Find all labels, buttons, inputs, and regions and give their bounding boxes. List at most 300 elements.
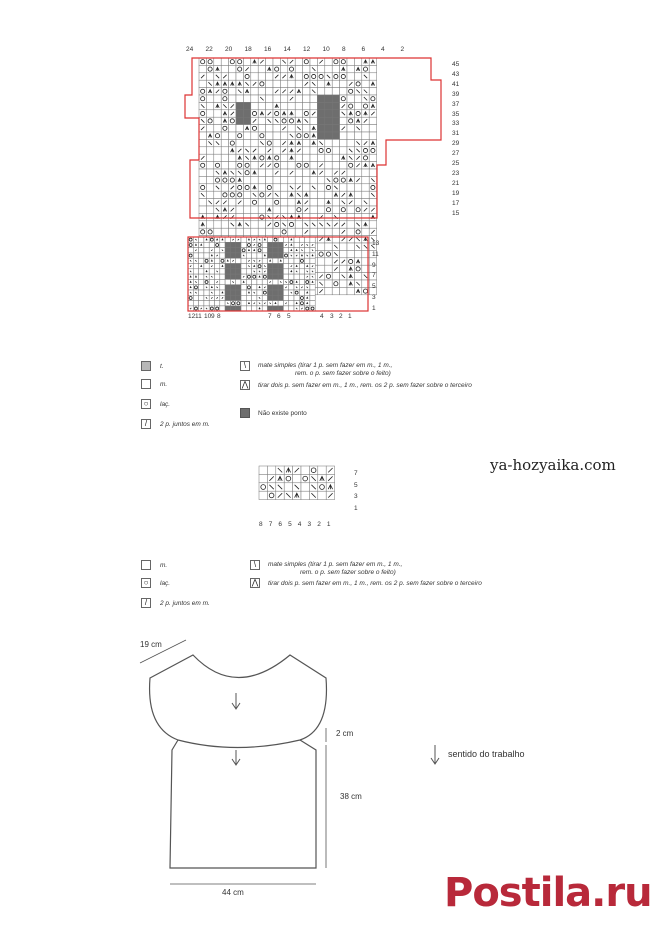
chart-cell xyxy=(347,206,354,213)
chart-cell xyxy=(310,295,315,300)
axis-label: 5 xyxy=(287,313,291,320)
chart-cell xyxy=(199,290,204,295)
axis-label: 39 xyxy=(452,90,460,98)
chart-cell xyxy=(206,191,213,198)
chart-cell xyxy=(273,279,278,284)
ssk-icon: \ xyxy=(240,361,250,371)
chart-cell xyxy=(317,184,324,191)
chart-cell xyxy=(362,80,369,87)
chart-cell xyxy=(225,295,230,300)
chart-cell xyxy=(251,206,258,213)
chart-cell xyxy=(241,242,246,247)
chart-cell xyxy=(303,147,310,154)
chart-cell xyxy=(236,264,241,269)
chart-cell xyxy=(241,301,246,306)
chart-cell xyxy=(221,95,228,102)
chart-cell xyxy=(241,264,246,269)
chart-cell xyxy=(236,191,243,198)
chart-cell xyxy=(243,191,250,198)
double-decrease-mark xyxy=(275,303,276,304)
chart-cell xyxy=(299,279,304,284)
chart-cell xyxy=(325,162,332,169)
chart-cell xyxy=(288,125,295,132)
chart-cell xyxy=(347,221,354,228)
double-decrease-mark xyxy=(296,266,297,267)
chart-cell xyxy=(252,253,257,258)
chart-cell xyxy=(303,132,310,139)
chart-cell xyxy=(369,65,376,72)
chart-cell xyxy=(273,274,278,279)
chart-cell xyxy=(273,290,278,295)
chart-cell xyxy=(209,279,214,284)
chart-cell xyxy=(317,206,324,213)
chart-cell xyxy=(214,110,221,117)
chart-cell xyxy=(310,206,317,213)
chart-cell xyxy=(236,258,241,263)
double-decrease-mark xyxy=(211,255,212,256)
chart-cell xyxy=(305,258,310,263)
chart-cell xyxy=(252,279,257,284)
chart-cell xyxy=(188,301,193,306)
chart-cell xyxy=(243,102,250,109)
chart-cell xyxy=(294,237,299,242)
chart-cell xyxy=(206,154,213,161)
chart-cell xyxy=(243,176,250,183)
axis-label: 27 xyxy=(452,150,460,158)
chart-cell xyxy=(251,132,258,139)
chart-cell xyxy=(204,264,209,269)
axis-label: 18 xyxy=(244,46,252,53)
chart-cell xyxy=(243,206,250,213)
chart-cell xyxy=(214,117,221,124)
legend-label: t. xyxy=(160,363,164,370)
chart-cell xyxy=(340,73,347,80)
axis-label: 35 xyxy=(452,110,460,118)
chart-cell xyxy=(251,213,258,220)
chart-cell xyxy=(206,125,213,132)
chart-cell xyxy=(278,274,283,279)
chart-cell xyxy=(303,88,310,95)
chart-cell xyxy=(295,221,302,228)
chart-cell xyxy=(278,269,283,274)
double-decrease-mark xyxy=(211,260,212,261)
chart-cell xyxy=(288,199,295,206)
double-decrease-mark xyxy=(291,271,292,272)
chart-cell xyxy=(325,265,332,272)
chart-cell xyxy=(199,110,206,117)
chart-cell xyxy=(310,147,317,154)
axis-label: 3 xyxy=(354,493,358,500)
chart-cell xyxy=(332,176,339,183)
chart-cell xyxy=(214,95,221,102)
chart-cell xyxy=(362,176,369,183)
chart-cell xyxy=(354,273,361,280)
chart-cell xyxy=(229,162,236,169)
double-decrease-mark xyxy=(248,292,249,293)
double-decrease-mark xyxy=(243,281,244,282)
chart-cell xyxy=(251,228,258,235)
chart-cell xyxy=(317,80,324,87)
chart-cell xyxy=(199,248,204,253)
chart-cell xyxy=(280,228,287,235)
chart-cell xyxy=(236,228,243,235)
chart-cell xyxy=(229,228,236,235)
chart-cell xyxy=(362,184,369,191)
chart-cell xyxy=(289,295,294,300)
double-decrease-mark xyxy=(296,250,297,251)
chart-cell xyxy=(295,228,302,235)
chart-cell xyxy=(301,483,309,491)
chart-cell xyxy=(267,466,275,474)
chart-cell xyxy=(251,88,258,95)
chart-cell xyxy=(241,290,246,295)
chart-cell xyxy=(199,206,206,213)
chart-cell xyxy=(258,199,265,206)
chart-cell xyxy=(258,221,265,228)
chart-cell xyxy=(332,73,339,80)
chart-cell xyxy=(317,250,324,257)
legend-label: tirar dois p. sem fazer em m., 1 m., rem. os 2 p. sem fazer sobre o terceiro xyxy=(268,580,482,587)
chart-cell xyxy=(280,154,287,161)
chart-cell xyxy=(199,199,206,206)
chart-cell xyxy=(318,491,326,499)
chart-cell xyxy=(295,95,302,102)
axis-label: 7 xyxy=(268,521,273,528)
chart-cell xyxy=(206,65,213,72)
legend-label: 2 p. juntos em m. xyxy=(160,600,210,607)
chart-cell xyxy=(258,206,265,213)
chart-cell xyxy=(225,253,230,258)
chart-cell xyxy=(258,184,265,191)
chart-cell xyxy=(199,139,206,146)
chart-cell xyxy=(340,88,347,95)
chart-cell xyxy=(284,474,292,482)
chart-cell xyxy=(214,228,221,235)
chart-cell xyxy=(221,176,228,183)
chart-cell xyxy=(243,228,250,235)
chart-cell xyxy=(278,285,283,290)
empty-square-icon xyxy=(141,560,151,570)
chart-cell xyxy=(280,117,287,124)
chart-cell xyxy=(258,213,265,220)
chart-cell xyxy=(199,253,204,258)
chart-cell xyxy=(215,264,220,269)
chart-cell xyxy=(206,221,213,228)
chart-cell xyxy=(310,191,317,198)
legend-label: Não existe ponto xyxy=(258,410,307,417)
legend-label: m. xyxy=(160,562,168,569)
chart-cell xyxy=(246,279,251,284)
chart-cell xyxy=(230,295,235,300)
chart-cell xyxy=(236,132,243,139)
chart-cell xyxy=(206,73,213,80)
chart-cell xyxy=(209,242,214,247)
chart-cell xyxy=(317,191,324,198)
chart-cell xyxy=(294,274,299,279)
double-decrease-mark xyxy=(201,266,202,267)
chart-cell xyxy=(214,125,221,132)
double-decrease-mark xyxy=(280,260,281,261)
chart-cell xyxy=(280,191,287,198)
chart-cell xyxy=(280,176,287,183)
axis-label: 10 xyxy=(204,313,212,320)
chart-cell xyxy=(332,273,339,280)
chart-cell xyxy=(325,102,332,109)
chart-cell xyxy=(273,110,280,117)
chart-cell xyxy=(369,95,376,102)
chart-cell xyxy=(369,199,376,206)
axis-label: 1 xyxy=(326,521,331,528)
chart-cell xyxy=(273,242,278,247)
chart-cell xyxy=(220,274,225,279)
arrow-body xyxy=(232,750,240,765)
chart-cell xyxy=(246,295,251,300)
double-decrease-mark xyxy=(222,266,223,267)
chart-cell xyxy=(347,73,354,80)
chart-cell xyxy=(347,102,354,109)
axis-label: 45 xyxy=(452,61,460,68)
chart-cell xyxy=(301,474,309,482)
chart-cell xyxy=(221,228,228,235)
chart-cell xyxy=(204,248,209,253)
double-decrease-mark xyxy=(296,281,297,282)
chart-cell xyxy=(199,237,204,242)
chart-cell xyxy=(221,221,228,228)
axis-label: 12 xyxy=(303,46,311,53)
chart-cell xyxy=(325,58,332,65)
yoke-outline xyxy=(150,655,327,748)
chart-cell xyxy=(273,269,278,274)
chart-cell xyxy=(289,274,294,279)
chart-cell xyxy=(332,88,339,95)
chart-cell xyxy=(199,88,206,95)
chart-cell xyxy=(246,269,251,274)
chart-cell xyxy=(229,73,236,80)
chart-cell xyxy=(220,269,225,274)
chart-cell xyxy=(251,102,258,109)
chart-cell xyxy=(199,80,206,87)
chart-cell xyxy=(332,154,339,161)
chart-cell xyxy=(209,301,214,306)
double-decrease-mark xyxy=(259,308,260,309)
chart-cell xyxy=(273,206,280,213)
chart-cell xyxy=(278,248,283,253)
chart-cell xyxy=(230,264,235,269)
chart-cell xyxy=(362,102,369,109)
chart-cell xyxy=(206,102,213,109)
chart-cell xyxy=(252,285,257,290)
double-decrease-mark xyxy=(312,281,313,282)
chart-cell xyxy=(229,154,236,161)
chart-cell xyxy=(214,132,221,139)
chart-cell xyxy=(325,228,332,235)
chart-cell xyxy=(199,285,204,290)
chart-cell xyxy=(295,132,302,139)
chart-cell xyxy=(362,154,369,161)
axis-label: 25 xyxy=(452,160,460,167)
chart-cell xyxy=(243,184,250,191)
chart-cell xyxy=(288,206,295,213)
yarn-over-icon: ○ xyxy=(141,399,151,409)
chart-cell xyxy=(221,58,228,65)
chart-cell xyxy=(236,162,243,169)
chart-cell xyxy=(236,274,241,279)
chart-cell xyxy=(273,162,280,169)
chart-cell xyxy=(317,95,324,102)
chart-cell xyxy=(278,264,283,269)
chart-cell xyxy=(288,117,295,124)
chart-cell xyxy=(310,95,317,102)
chart-cell xyxy=(236,248,241,253)
chart-cell xyxy=(236,65,243,72)
chart-cell xyxy=(295,169,302,176)
chart-cell xyxy=(266,58,273,65)
chart-cell xyxy=(310,154,317,161)
chart-cell xyxy=(317,73,324,80)
chart-cell xyxy=(278,237,283,242)
chart-cell xyxy=(221,65,228,72)
chart-cell xyxy=(243,73,250,80)
yarn-over-icon: ○ xyxy=(141,578,151,588)
chart-cell xyxy=(310,237,315,242)
chart-cell xyxy=(230,285,235,290)
double-decrease-mark xyxy=(195,276,196,277)
chart-cell xyxy=(220,285,225,290)
chart-cell xyxy=(199,228,206,235)
chart-cell xyxy=(221,147,228,154)
chart-cell xyxy=(268,285,273,290)
ssk-icon: \ xyxy=(250,560,260,570)
chart-cell xyxy=(251,162,258,169)
double-decrease-mark xyxy=(190,287,191,288)
chart-cell xyxy=(252,295,257,300)
chart-cell xyxy=(206,58,213,65)
chart-cell xyxy=(204,242,209,247)
chart-cell xyxy=(199,176,206,183)
chart-cell xyxy=(369,147,376,154)
chart-cell xyxy=(221,154,228,161)
double-decrease-icon: ⋀ xyxy=(251,578,259,587)
chart-cell xyxy=(251,110,258,117)
chart-cell xyxy=(362,228,369,235)
chart-cell xyxy=(325,125,332,132)
chart-cell xyxy=(214,191,221,198)
chart-cell xyxy=(332,199,339,206)
chart-cell xyxy=(259,491,267,499)
stitch-chart-3 xyxy=(259,466,335,500)
chart-cell xyxy=(229,139,236,146)
chart-cell xyxy=(220,242,225,247)
chart-cell xyxy=(266,80,273,87)
chart-cell xyxy=(303,176,310,183)
chart-cell xyxy=(225,248,230,253)
chart-cell xyxy=(325,280,332,287)
chart-cell xyxy=(236,206,243,213)
chart-cell xyxy=(229,58,236,65)
chart-cell xyxy=(241,237,246,242)
chart-cell xyxy=(332,162,339,169)
axis-label: 15 xyxy=(452,209,460,217)
chart-cell xyxy=(221,88,228,95)
chart-cell xyxy=(199,147,206,154)
double-decrease-mark xyxy=(248,239,249,240)
yoke-measure: 2 cm xyxy=(336,729,354,738)
chart-cell xyxy=(283,264,288,269)
chart-cell xyxy=(236,213,243,220)
chart-cell xyxy=(236,110,243,117)
chart-cell xyxy=(225,269,230,274)
chart-cell xyxy=(199,162,206,169)
legend-label: 2 p. juntos em m. xyxy=(160,421,210,428)
chart-cell xyxy=(318,466,326,474)
chart-cell xyxy=(241,285,246,290)
chart-cell xyxy=(206,176,213,183)
chart-cell xyxy=(236,285,241,290)
chart-cell xyxy=(301,466,309,474)
legend-label: rem. o p. sem fazer sobre o feito) xyxy=(295,370,391,377)
chart-cell xyxy=(273,221,280,228)
chart-cell xyxy=(310,228,317,235)
chart-cell xyxy=(258,102,265,109)
chart-cell xyxy=(214,162,221,169)
chart-cell xyxy=(288,162,295,169)
chart-cell xyxy=(299,269,304,274)
chart-cell xyxy=(280,199,287,206)
chart-cell xyxy=(236,279,241,284)
chart-cell xyxy=(303,139,310,146)
width-measure: 44 cm xyxy=(222,888,244,897)
chart-cell xyxy=(273,184,280,191)
chart-cell xyxy=(241,295,246,300)
chart-cell xyxy=(273,132,280,139)
no-stitch-icon xyxy=(240,408,250,418)
chart-cell xyxy=(369,125,376,132)
axis-label: 4 xyxy=(381,46,385,53)
chart-cell xyxy=(220,253,225,258)
double-decrease-mark xyxy=(248,250,249,251)
chart-cell xyxy=(325,154,332,161)
chart-cell xyxy=(258,228,265,235)
chart-cell xyxy=(266,228,273,235)
chart-cell xyxy=(354,110,361,117)
chart-cell xyxy=(317,102,324,109)
chart-cell xyxy=(258,65,265,72)
chart-cell xyxy=(317,110,324,117)
chart-cell xyxy=(340,162,347,169)
chart-cell xyxy=(259,466,267,474)
axis-label: 7 xyxy=(268,313,272,320)
chart-cell xyxy=(325,184,332,191)
chart-cell xyxy=(273,285,278,290)
axis-label: 5 xyxy=(354,481,358,489)
chart-cell xyxy=(273,95,280,102)
chart-cell xyxy=(199,274,204,279)
chart-cell xyxy=(230,274,235,279)
chart-cell xyxy=(347,58,354,65)
chart-cell xyxy=(340,206,347,213)
chart-cell xyxy=(268,248,273,253)
chart-cell xyxy=(332,110,339,117)
axis-label: 19 xyxy=(452,189,460,197)
chart-cell xyxy=(369,154,376,161)
chart-cell xyxy=(310,162,317,169)
chart-cell xyxy=(199,169,206,176)
garment-schematic xyxy=(140,640,439,884)
chart-cell xyxy=(267,491,275,499)
chart-cell xyxy=(266,125,273,132)
chart-cell xyxy=(221,132,228,139)
chart-cell xyxy=(369,184,376,191)
